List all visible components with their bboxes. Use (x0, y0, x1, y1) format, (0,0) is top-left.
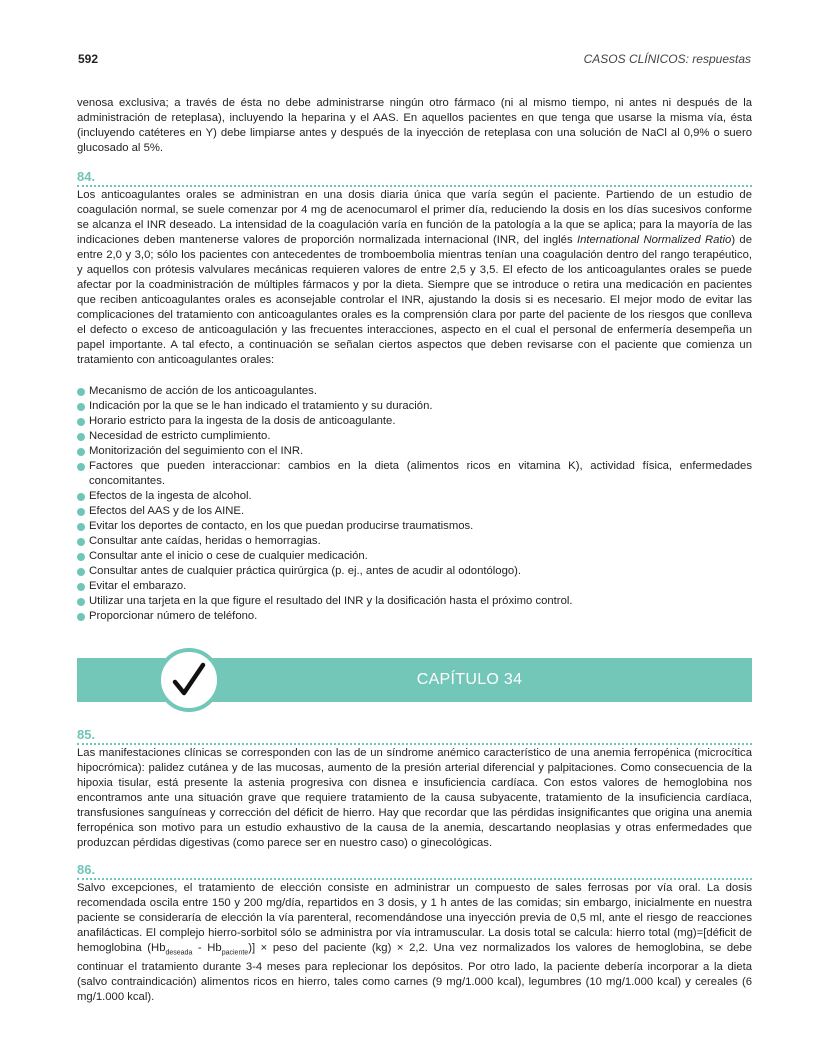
bullet-item: Monitorización del seguimiento con el INR. (77, 444, 752, 459)
q84-text-a: Los anticoagulantes orales se administran en una dosis diaria única que varía según el paciente. Partiendo de un estudio de coagulación normal, se suele comenzar por 4 mg de acenocumarol el primer día, reduciendo la dosis en los días sucesivos conforme se alcanza el INR deseado. La intensidad de la coagulación varía en función de la patología a la que se aplica; para la mayoría de las indicaciones deben mantenerse valores de proporción normalizada internacional (INR, del inglés (77, 189, 752, 246)
q84-italic: International Normalized Ratio (576, 234, 732, 246)
bullet-item: Indicación por la que se le han indicado el tratamiento y su duración. (77, 399, 752, 414)
q86-sub-a: deseada (165, 949, 193, 957)
q86-text-c: )] × peso del paciente (kg) × 2,2. Una vez normalizados los valores de hemoglobina, se debe continuar el tratamiento durante 3-4 meses para replecionar los depósitos. Por otro lado, la paciente debería incorporar a la dieta (salvo contraindicación) alimentos ricos en hierro, tales como carnes (9 mg/1.000 kcal), legumbres (10 mg/1.000 kcal) y cereales (6 mg/1.000 kcal). (77, 942, 752, 1004)
bullet-item: Necesidad de estricto cumplimiento. (77, 429, 752, 444)
q84-bullet-list (77, 384, 752, 624)
running-head: CASOS CLÍNICOS: respuestas (583, 52, 751, 66)
bullet-item: Efectos del AAS y de los AINE. (77, 504, 752, 519)
question-number-84: 84. (77, 169, 752, 187)
q84-paragraph (77, 188, 752, 368)
intro-block (77, 96, 752, 156)
question-number-85: 85. (77, 727, 752, 745)
question-number-86: 86. (77, 862, 752, 880)
checkmark-icon (169, 660, 209, 700)
bullet-item: Evitar los deportes de contacto, en los que puedan producirse traumatismos. (77, 519, 752, 534)
bullet-item: Utilizar una tarjeta en la que figure el resultado del INR y la dosificación hasta el próximo control. (77, 594, 752, 609)
bullet-item: Factores que pueden interaccionar: cambios en la dieta (alimentos ricos en vitamina K), actividad física, enfermedades concomitantes. (77, 459, 752, 489)
bullet-item: Horario estricto para la ingesta de la dosis de anticoagulante. (77, 414, 752, 429)
bullet-item: Efectos de la ingesta de alcohol. (77, 489, 752, 504)
bullet-item: Consultar antes de cualquier práctica quirúrgica (p. ej., antes de acudir al odontólogo). (77, 564, 752, 579)
question-84 (77, 169, 752, 624)
page-number: 592 (78, 52, 99, 66)
bullet-item: Consultar ante caídas, heridas o hemorragias. (77, 534, 752, 549)
q85-paragraph: Las manifestaciones clínicas se corresponden con las de un síndrome anémico característico de una anemia ferropénica (microcítica hipocrómica): palidez cutánea y de las mucosas, aumento de la presión arterial diferencial y palpitaciones. Como consecuencia de la hipoxia tisular, está presente la astenia progresiva con disnea e insuficiencia cardíaca. Con estos valores de hemoglobina nos encontramos ante una situación grave que requiere tratamiento de la causa subyacente, tratamiento de la insuficiencia cardíaca, transfusiones sanguíneas y corrección del déficit de hierro. Hay que recordar que las pérdidas insignificantes que origina una anemia ferropénica son motivo para un estudio exhaustivo de la causa de la anemia, descartando neoplasias y otras enfermedades que produzcan pérdidas digestivas (como parece ser en nuestro caso) o ginecológicas. (77, 747, 752, 849)
bullet-item: Evitar el embarazo. (77, 579, 752, 594)
question-86 (77, 862, 752, 1005)
bullet-item: Mecanismo de acción de los anticoagulantes. (77, 384, 752, 399)
q86-text-b: - Hb (192, 942, 222, 954)
bullet-item: Consultar ante el inicio o cese de cualquier medicación. (77, 549, 752, 564)
chapter-title: CAPÍTULO 34 (416, 671, 523, 688)
q86-sub-b: paciente (221, 949, 249, 957)
q86-text-a: Salvo excepciones, el tratamiento de elección consiste en administrar un compuesto de sales ferrosas por vía oral. La dosis recomendada oscila entre 150 y 200 mg/día, repartidos en 3 dosis, y 1 h antes de las comidas; sin embargo, inicialmente en nuestra paciente se consideraría de elección la vía parenteral, recomendándose una inyección previa de 0,5 ml, ante el riesgo de reacciones anafilácticas. El complejo hierro-sorbitol sólo se administra por vía intramuscular. La dosis total se calcula: hierro total (mg)=[déficit de hemoglobina (Hb (77, 882, 752, 954)
chapter-check-badge (157, 648, 221, 712)
intro-paragraph: venosa exclusiva; a través de ésta no debe administrarse ningún otro fármaco (ni al mismo tiempo, ni antes ni después de la administración de reteplasa), incluyendo la heparina y el AAS. En aquellos pacientes en que tenga que usarse la misma vía, ésta (incluyendo catéteres en Y) debe limpiarse antes y después de la inyección de reteplasa con una solución de NaCl al 0,9% o suero glucosado al 5%. (77, 97, 752, 154)
q84-text-b: ) de entre 2,0 y 3,0; sólo los pacientes con antecedentes de tromboembolia mientras tenían una coagulación dentro del rango terapéutico, y aquellos con prótesis valvulares mecánicas requieren valores de entre 2,5 y 3,5. El efecto de los anticoagulantes orales se puede afectar por la coadministración de múltiples fármacos y por la dieta. Siempre que se introduce o retira una medicación en pacientes que reciben anticoagulantes orales es aconsejable controlar el INR, ajustando la dosis si es necesario. El mejor modo de evitar las complicaciones del tratamiento con anticoagulantes orales es la comprensión clara por parte del paciente de los riesgos que conlleva el defecto o exceso de anticoagulación y las frecuentes interacciones, aspecto en el cual el personal de enfermería desempeña un papel importante. A tal efecto, a continuación se señalan ciertos aspectos que deben revisarse con el paciente que comienza un tratamiento con anticoagulantes orales: (77, 234, 753, 366)
question-85 (77, 727, 752, 851)
q86-paragraph (77, 881, 752, 1005)
bullet-item: Proporcionar número de teléfono. (77, 609, 752, 624)
